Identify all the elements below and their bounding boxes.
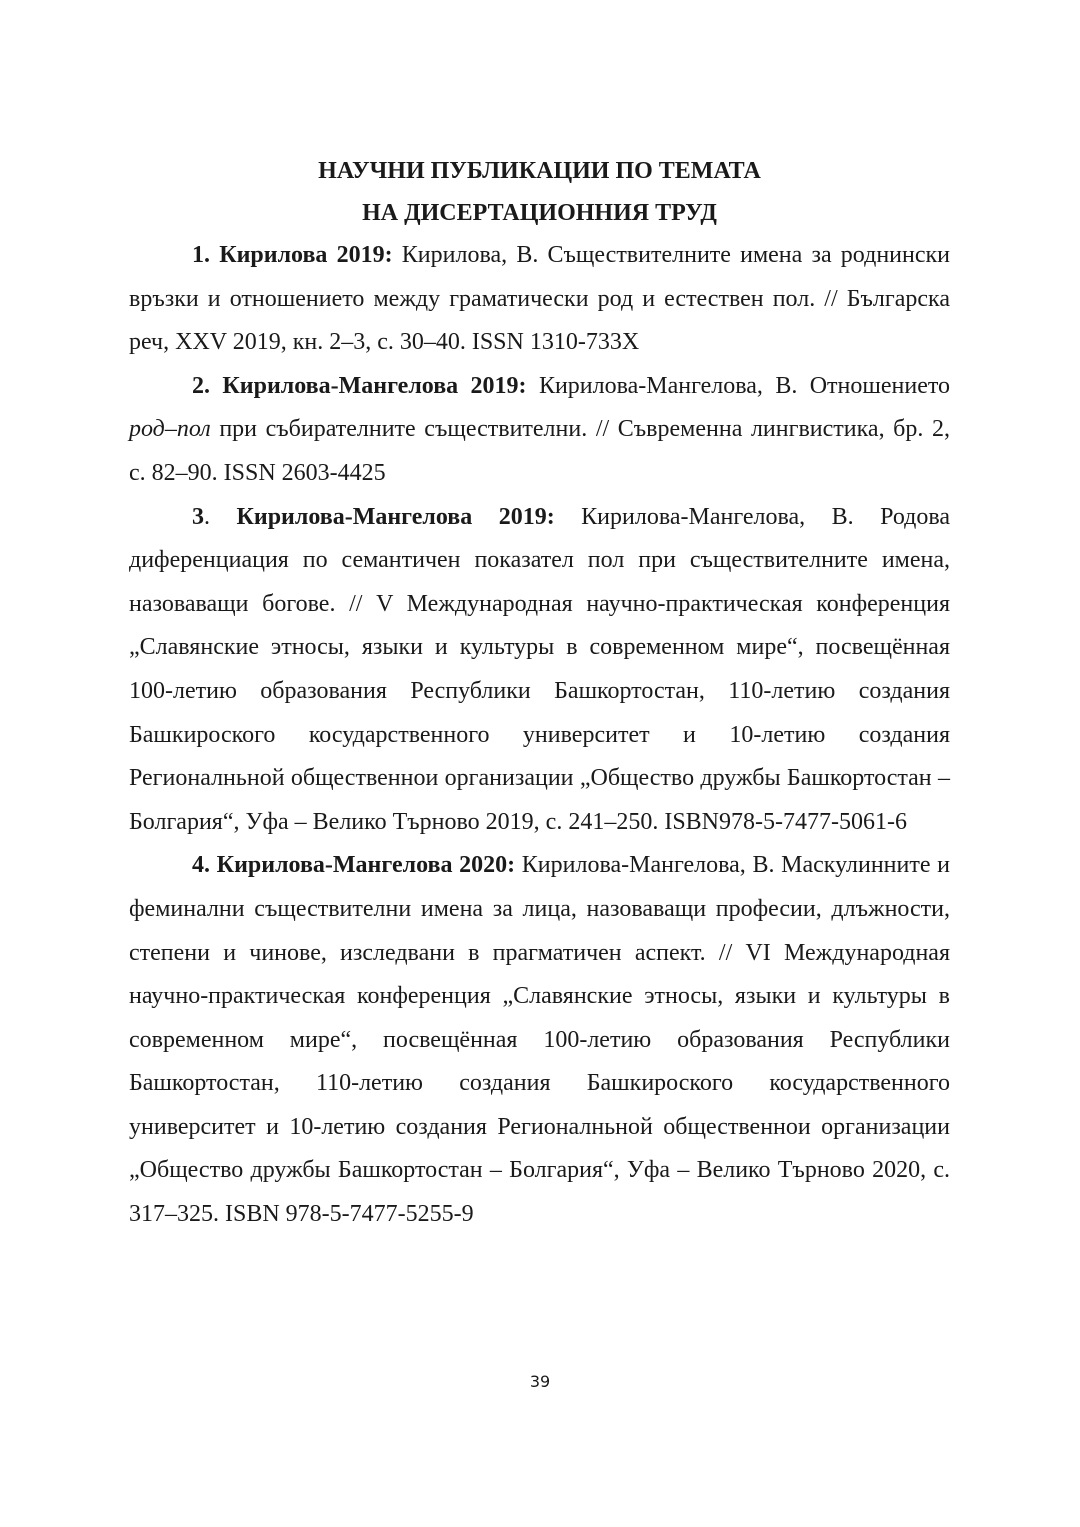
entry-italic-text: род–пол	[129, 416, 211, 443]
publication-entry-2	[129, 365, 950, 496]
publication-entry-4	[129, 844, 950, 1236]
entry-number: 1.	[192, 242, 210, 268]
entry-text: Кирилова-Мангелова, В. Родова диференциация по семантичен показател пол при съществителните имена, назоваващи богове. // V Международная научно-практическая конференция „Славянские этносы, языки и культуры в современном мире“, посвещённая 100-летию образования Республики Башкортостан, 110-летию создания Башкироского косударственного университет и 10-летию создания Регионалньной общественнои организации „Общество дружбы Башкортостан – Болгария“, Уфа – Велико Търново 2019, с. 241–250. ISBN978-5-7477-5061-6	[129, 503, 951, 835]
page-number: 39	[529, 1372, 551, 1391]
entry-text: Кирилова, В. Съществителните имена за роднински връзки и отношението между граматически род и естествен пол. // Българска реч, XXV 2019, кн. 2–3, с. 30–40. ISSN 1310-733X	[129, 242, 951, 356]
entry-number: 2.	[192, 372, 210, 399]
title-line-2: НА ДИСЕРТАЦИОННИЯ ТРУД	[362, 200, 717, 226]
entry-heading: Кирилова 2019:	[219, 242, 393, 268]
entry-heading: Кирилова-Мангелова 2019:	[222, 372, 527, 399]
document-page	[129, 150, 950, 1237]
publication-entry-3	[129, 496, 950, 845]
entry-number: 4.	[192, 852, 210, 879]
entry-number-suffix: .	[204, 503, 210, 530]
entry-text-continued: при събирателните съществителни. // Съвременна лингвистика, бр. 2, с. 82–90. ISSN 2603-4425	[129, 416, 950, 486]
entry-heading: Кирилова-Мангелова 2019:	[236, 503, 555, 530]
publication-entry-1	[129, 234, 950, 365]
entry-number: 3	[192, 503, 204, 530]
entry-text: Кирилова-Мангелова, В. Отношението	[538, 372, 951, 399]
entry-text: Кирилова-Мангелова, В. Маскулинните и феминални съществителни имена за лица, назоваващи професии, длъжности, степени и чинове, изследвани в прагматичен аспект. // VI Международная научно-практическая конференция „Славянские этносы, языки и культуры в современном мире“, посвещённая 100-летию образования Республики Башкортостан, 110-летию создания Башкироского косударственного университет и 10-летию создания Регионалньной общественнои организации „Общество дружбы Башкортостан – Болгария“, Уфа – Велико Търново 2020, с. 317–325. ISBN 978-5-7477-5255-9	[129, 852, 951, 1228]
title-line-1: НАУЧНИ ПУБЛИКАЦИИ ПО ТЕМАТА	[318, 158, 761, 184]
entry-heading: Кирилова-Мангелова 2020:	[216, 852, 516, 879]
